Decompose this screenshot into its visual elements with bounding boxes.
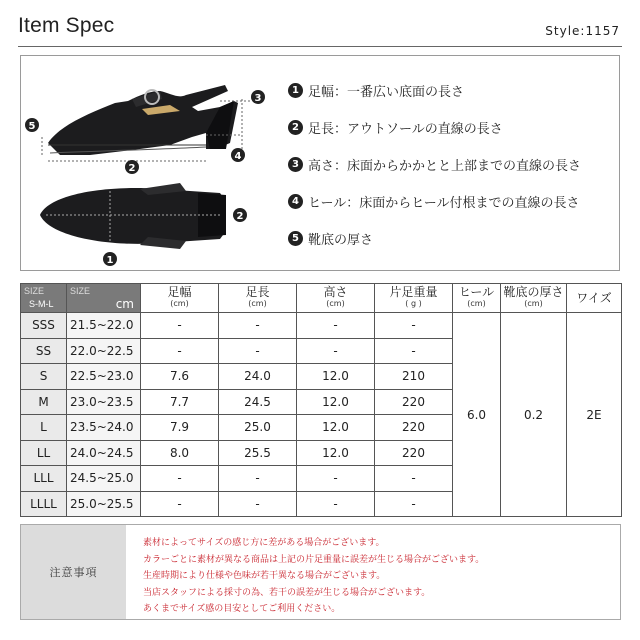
number-badge-3: 3: [288, 157, 303, 172]
definition-text: 足幅：一番広い底面の長さ: [308, 85, 465, 100]
column-header: 靴底の厚さ (cm): [501, 284, 567, 313]
value-cell: 12.0: [297, 440, 375, 466]
marker-4-side: [231, 148, 245, 162]
note-line: カラーごとに素材が異なる商品は上記の片足重量に誤差が生じる場合がございます。: [143, 554, 485, 565]
value-cell: -: [375, 313, 453, 339]
column-header: ヒール (cm): [453, 284, 501, 313]
note-line: 素材によってサイズの感じ方に差がある場合がございます。: [143, 538, 385, 548]
value-cell: -: [375, 466, 453, 492]
svg-text:5: 5: [28, 121, 36, 132]
value-cell: -: [297, 466, 375, 492]
value-cell: -: [219, 313, 297, 339]
svg-text:3: 3: [254, 93, 262, 104]
definition-text: 高さ：床面からかかとと上部までの直線の長さ: [308, 159, 582, 174]
value-cell: -: [219, 338, 297, 364]
value-cell: -: [219, 491, 297, 517]
value-cell: 220: [375, 415, 453, 441]
definition-3: [288, 146, 618, 183]
shoe-illustration: [20, 55, 280, 271]
marker-2-side: [125, 160, 139, 174]
value-cell: 220: [375, 440, 453, 466]
notes-text: [143, 535, 484, 618]
value-cell: 12.0: [297, 364, 375, 390]
size-cell: LLLL: [21, 491, 67, 517]
size-cell: SSS: [21, 313, 67, 339]
svg-text:2: 2: [128, 163, 136, 174]
note-line: あくまでサイズ感の目安としてご利用ください。: [143, 604, 341, 614]
value-cell: -: [297, 491, 375, 517]
number-badge-2: 2: [288, 120, 303, 135]
size-table: [20, 283, 622, 517]
page-title: Item Spec: [18, 14, 115, 37]
size-cell: LLL: [21, 466, 67, 492]
value-cell: 24.0: [219, 364, 297, 390]
range-cell: 23.0~23.5: [67, 389, 141, 415]
column-header: 足長 (cm): [219, 284, 297, 313]
definition-text: 靴底の厚さ: [308, 233, 374, 248]
value-cell: 25.0: [219, 415, 297, 441]
wise-cell: 2E: [567, 313, 622, 517]
range-cell: 21.5~22.0: [67, 313, 141, 339]
column-header: 片足重量 ( g ): [375, 284, 453, 313]
marker-1-bottom: [103, 252, 117, 266]
value-cell: -: [141, 466, 219, 492]
definition-5: [288, 220, 618, 257]
range-cell: 24.0~24.5: [67, 440, 141, 466]
sole-cell: 0.2: [501, 313, 567, 517]
corner-size-label: SIZE: [24, 286, 45, 296]
value-cell: -: [141, 313, 219, 339]
heel-cell: 6.0: [453, 313, 501, 517]
corner-sml-label: S-M-L: [29, 299, 54, 309]
number-badge-4: 4: [288, 194, 303, 209]
shoe-side-view: [48, 85, 238, 155]
definition-2: [288, 109, 618, 146]
column-header: 足幅 (cm): [141, 284, 219, 313]
value-cell: 8.0: [141, 440, 219, 466]
value-cell: -: [297, 313, 375, 339]
value-cell: 7.9: [141, 415, 219, 441]
style-code: Style:1157: [545, 24, 620, 38]
note-line: 当店スタッフによる採寸の為、若干の誤差が生じる場合がございます。: [143, 587, 431, 598]
range-cell: 24.5~25.0: [67, 466, 141, 492]
measurement-definitions: [288, 72, 618, 257]
value-cell: 7.7: [141, 389, 219, 415]
marker-2-bottom: [233, 208, 247, 222]
notes-label: 注意事項: [21, 525, 126, 619]
svg-text:2: 2: [236, 211, 244, 222]
size-cell: M: [21, 389, 67, 415]
size-cell: SS: [21, 338, 67, 364]
range-cell: 25.0~25.5: [67, 491, 141, 517]
size-cell: S: [21, 364, 67, 390]
value-cell: 220: [375, 389, 453, 415]
range-cell: 23.5~24.0: [67, 415, 141, 441]
definition-1: [288, 72, 618, 109]
range-cell: 22.0~22.5: [67, 338, 141, 364]
value-cell: 12.0: [297, 389, 375, 415]
header-divider: [18, 46, 622, 47]
size-cell: LL: [21, 440, 67, 466]
value-cell: 210: [375, 364, 453, 390]
definition-text: 足長：アウトソールの直線の長さ: [308, 122, 503, 137]
notes-box: [20, 524, 621, 620]
value-cell: -: [141, 491, 219, 517]
size-cell: L: [21, 415, 67, 441]
number-badge-5: 5: [288, 231, 303, 246]
range-cell: 22.5~23.0: [67, 364, 141, 390]
column-header: ワイズ: [567, 284, 622, 313]
value-cell: -: [375, 491, 453, 517]
value-cell: 25.5: [219, 440, 297, 466]
value-cell: 24.5: [219, 389, 297, 415]
shoe-bottom-view: [40, 183, 226, 249]
marker-3-side: [251, 90, 265, 104]
svg-text:4: 4: [234, 151, 242, 162]
column-header: 高さ (cm): [297, 284, 375, 313]
definition-4: [288, 183, 618, 220]
svg-text:1: 1: [106, 255, 114, 266]
value-cell: 12.0: [297, 415, 375, 441]
table-header-row: [21, 284, 622, 313]
corner-size-sml: [21, 284, 67, 313]
table-row: [21, 313, 622, 339]
value-cell: -: [219, 466, 297, 492]
marker-5-side: [25, 118, 39, 132]
value-cell: -: [375, 338, 453, 364]
note-line: 生産時期により仕様や色味が若干異なる場合がございます。: [143, 571, 386, 581]
value-cell: -: [141, 338, 219, 364]
value-cell: -: [297, 338, 375, 364]
value-cell: 7.6: [141, 364, 219, 390]
corner-size-cm: [67, 284, 141, 313]
corner2-size-label: SIZE: [70, 286, 91, 296]
number-badge-1: 1: [288, 83, 303, 98]
definition-text: ヒール：床面からヒール付根までの直線の長さ: [308, 196, 580, 211]
corner2-unit-label: cm: [115, 297, 134, 311]
